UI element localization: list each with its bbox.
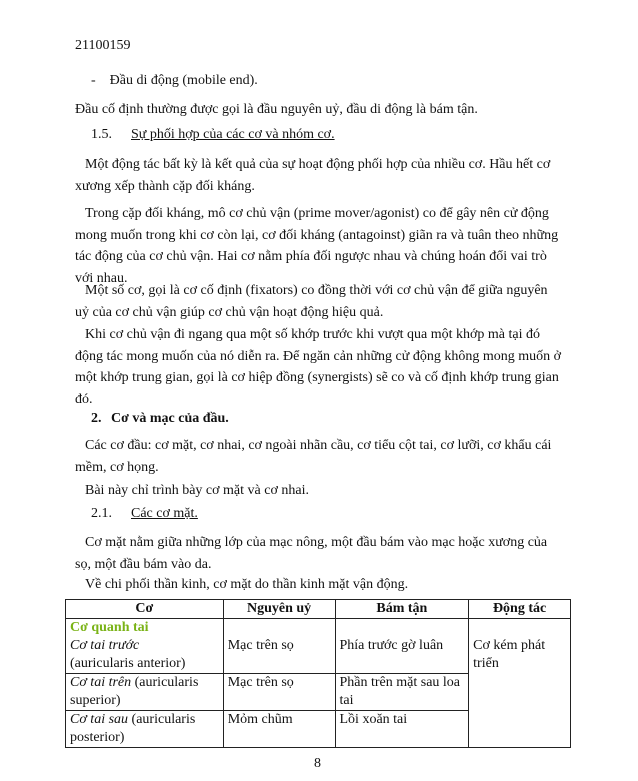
section-heading-2-1 [91,506,198,522]
muscle-cell [66,619,224,674]
section-title: Cơ và mạc của đầu. [111,411,229,426]
muscle-name: Cơ tai sau [70,712,129,727]
muscle-name: Cơ tai trên [70,675,132,690]
muscle-latin-name: (auricularis superior) [70,675,199,708]
origin-cell: Mạc trên sọ [223,674,335,711]
muscle-group-label: Cơ quanh tai [70,620,149,635]
column-header: Động tác [469,600,571,619]
table-header-row [66,600,571,619]
paragraph-4: Khi cơ chủ vận đi ngang qua một số khớp trước khi vượt qua một khớp mà tại đó động tác mong muốn của nó diễn ra. Để ngăn cản những cử động không mong muốn ở một khớp trung gian, gọi là cơ hiệp đồng (synergists) sẽ co và cố định khớp trung gian đó. [75,327,562,407]
paragraph-8: Về chi phối thần kinh, cơ mặt do thần kinh mặt vận động. [85,577,409,592]
paragraph-7: Cơ mặt nằm giữa những lớp của mạc nông, một đầu bám vào mạc hoặc xương của sọ, một đầu bám vào da. [75,535,548,572]
insertion-cell [335,619,469,674]
document-id: 21100159 [75,38,131,53]
origin-cell: Mỏm chũm [223,711,335,748]
facial-muscles-table [65,599,571,748]
page-number: 8 [314,756,321,771]
section-heading-1-5 [91,127,335,143]
section-number: 2.1. [91,506,112,521]
section-heading-2 [91,411,229,427]
muscle-latin-name: (auricularis posterior) [70,712,196,745]
column-header: Bám tận [335,600,469,619]
table-row [66,619,571,674]
column-header: Cơ [66,600,224,619]
action-cell [469,619,571,748]
muscle-cell [66,711,224,748]
paragraph-5: Các cơ đầu: cơ mặt, cơ nhai, cơ ngoài nhãn cầu, cơ tiểu cột tai, cơ lưỡi, cơ khẩu cái mềm, cơ họng. [75,438,552,475]
paragraph-3: Một số cơ, gọi là cơ cố định (fixators) co đồng thời với cơ chủ vận để giữa nguyên uỷ của cơ chủ vận giúp cơ chủ vận hoạt động hiệu quả. [75,283,548,320]
origin-text: Mạc trên sọ [227,638,294,653]
muscle-name: Cơ tai trước [70,638,140,653]
section-title: Các cơ mặt. [131,506,198,521]
bullet-text: Đầu di động (mobile end). [109,73,258,88]
paragraph-1: Một động tác bất kỳ là kết quả của sự hoạt động phối hợp của nhiều cơ. Hầu hết cơ xương xếp thành cặp đối kháng. [75,157,551,194]
section-number: 2. [91,411,102,426]
insertion-text: Phía trước gờ luân [339,638,444,653]
muscle-latin-name: (auricularis anterior) [70,656,186,671]
insertion-cell: Phần trên mặt sau loa tai [335,674,469,711]
paragraph-2: Trong cặp đối kháng, mô cơ chủ vận (prime mover/agonist) co để gây nên cử động mong muốn trong khi cơ còn lại, cơ đối kháng (antagoinst) giãn ra và tuân theo những tác động của cơ chủ vận. Hai cơ nằm phía đối ngược nhau và chúng hoán đổi vai trò với nhau. [75,206,559,286]
section-title: Sự phối hợp của các cơ và nhóm cơ. [131,127,335,142]
bullet-item: - Đầu di động (mobile end). [91,73,258,88]
insertion-cell: Lồi xoăn tai [335,711,469,748]
section-number: 1.5. [91,127,112,142]
muscle-cell [66,674,224,711]
action-text: Cơ kém phát triển [473,638,546,671]
column-header: Nguyên uỷ [223,600,335,619]
origin-cell [223,619,335,674]
paragraph-origin: Đầu cố định thường được gọi là đầu nguyên uỷ, đầu di động là bám tận. [75,102,478,117]
paragraph-6: Bài này chỉ trình bày cơ mặt và cơ nhai. [85,483,309,498]
